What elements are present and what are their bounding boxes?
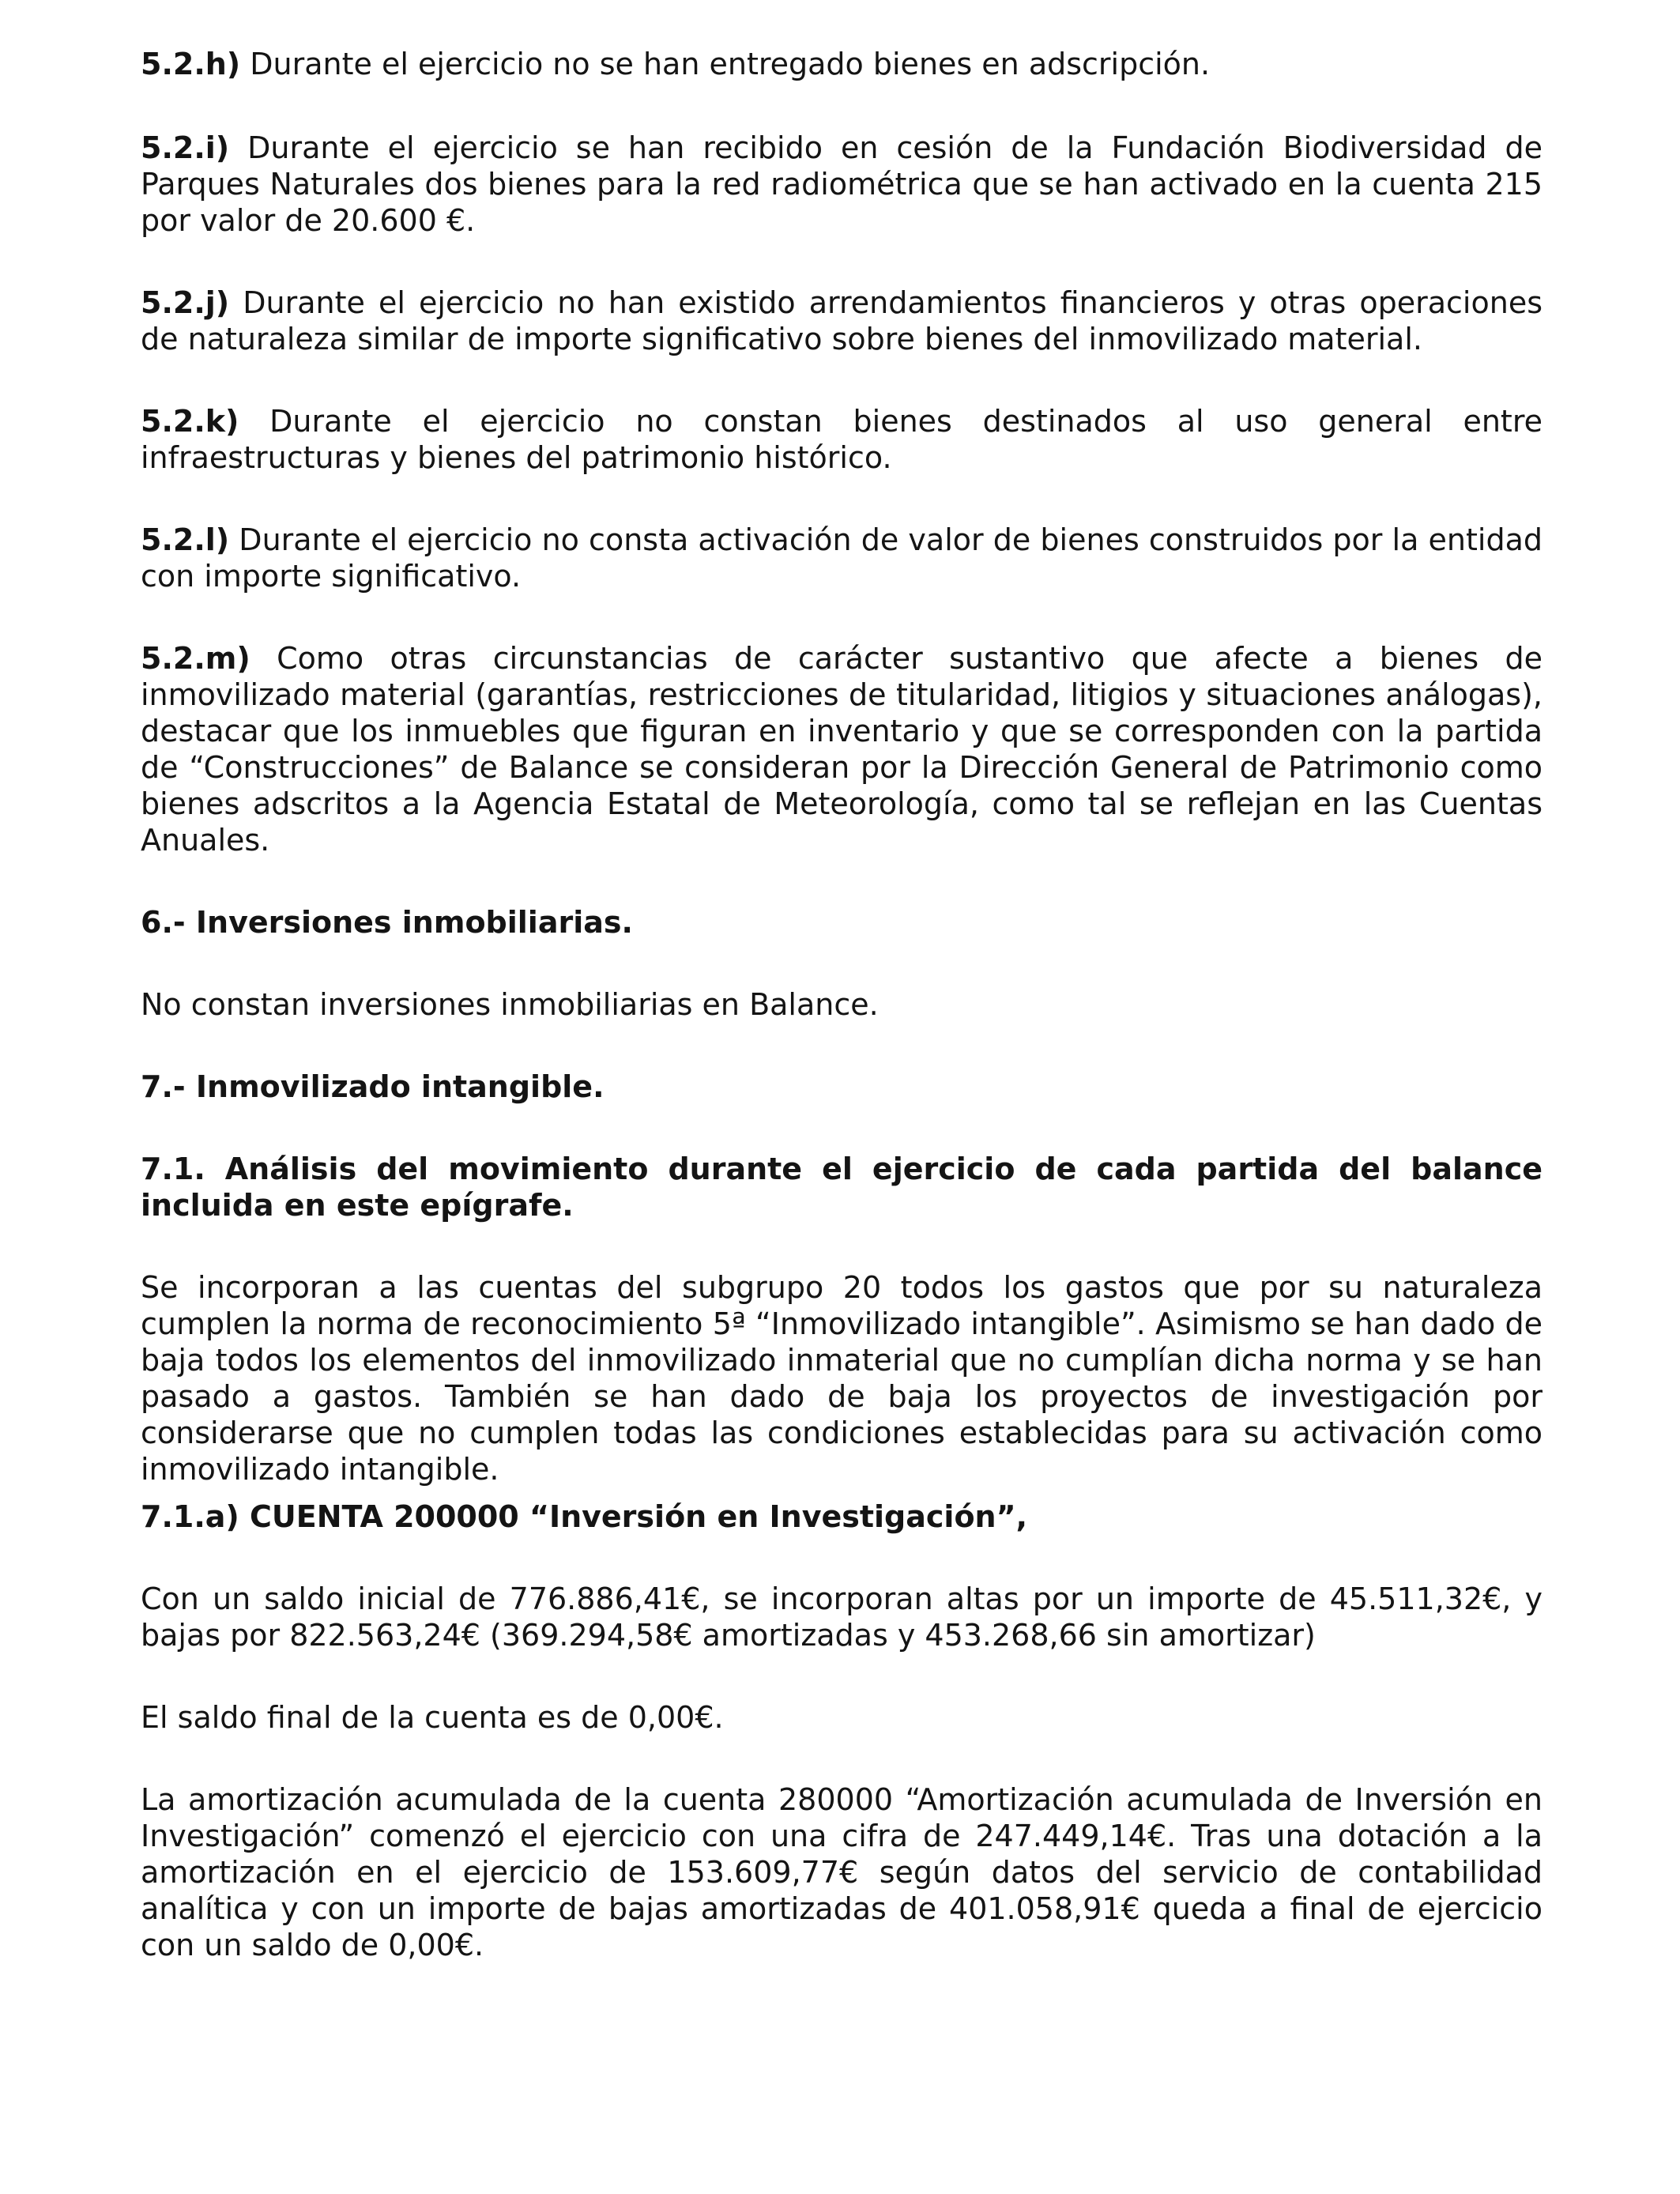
heading-inversiones-inmobiliarias: 6.- Inversiones inmobiliarias. [141,905,633,940]
paragraph-5-2-k [141,403,1543,476]
paragraph-amortizacion-acumulada: La amortización acumulada de la cuenta 280000 “Amortización acumulada de Inversión en Investigación” comenzó el ejercicio con una cifra de 247.449,14€. Tras una dotación a la amortización en el ejercicio de 153.609,77€ según datos del servicio de contabilidad analítica y con un importe de bajas amortizadas de 401.058,91€ queda a final de ejercicio con un saldo de 0,00€. [141,1782,1543,1962]
paragraph-5-2-m [141,640,1543,858]
paragraph-5-2-h [141,46,1543,82]
item-text: Durante el ejercicio se han recibido en cesión de la Fundación Biodiversidad de Parques Naturales dos bienes para la red radiométrica que se han activado en la cuenta 215 por valor de 20.600 €. [141,130,1543,238]
heading-cuenta-200000: 7.1.a) CUENTA 200000 “Inversión en Investigación”, [141,1499,1028,1534]
item-text: Durante el ejercicio no se han entregado bienes en adscripción. [240,47,1211,81]
item-label: 5.2.m) [141,641,250,676]
item-text: Como otras circunstancias de carácter sustantivo que afecte a bienes de inmovilizado material (garantías, restricciones de titularidad, litigios y situaciones análogas), destacar que los inmuebles que figuran en inventario y que se corresponden con la partida de “Construcciones” de Balance se consideran por la Dirección General de Patrimonio como bienes adscritos a la Agencia Estatal de Meteorología, como tal se reflejan en las Cuentas Anuales. [141,641,1543,858]
paragraph-saldo-final: El saldo final de la cuenta es de 0,00€. [141,1700,724,1735]
item-label: 5.2.i) [141,130,230,165]
item-text: Durante el ejercicio no consta activación de valor de bienes construidos por la entidad con importe significativo. [141,522,1543,594]
item-label: 5.2.l) [141,522,230,557]
paragraph-5-2-l [141,522,1543,594]
heading-inmovilizado-intangible: 7.- Inmovilizado intangible. [141,1069,605,1104]
heading-analisis-movimiento: 7.1. Análisis del movimiento durante el ejercicio de cada partida del balance incluida en este epígrafe. [141,1152,1543,1223]
paragraph-5-2-i [141,130,1543,239]
item-label: 5.2.k) [141,404,239,439]
paragraph-inversiones-inmobiliarias: No constan inversiones inmobiliarias en Balance. [141,987,879,1022]
item-text: Durante el ejercicio no constan bienes destinados al uso general entre infraestructuras y bienes del patrimonio histórico. [141,404,1543,475]
item-text: Durante el ejercicio no han existido arrendamientos financieros y otras operaciones de naturaleza similar de importe significativo sobre bienes del inmovilizado material. [141,285,1543,356]
item-label: 5.2.j) [141,285,230,320]
paragraph-saldo-inicial: Con un saldo inicial de 776.886,41€, se incorporan altas por un importe de 45.511,32€, y bajas por 822.563,24€ (369.294,58€ amortizadas y 453.268,66 sin amortizar) [141,1581,1543,1653]
paragraph-subgrupo-20: Se incorporan a las cuentas del subgrupo 20 todos los gastos que por su naturaleza cumplen la norma de reconocimiento 5ª “Inmovilizado intangible”. Asimismo se han dado de baja todos los elementos del inmovilizado inmaterial que no cumplían dicha norma y se han pasado a gastos. También se han dado de baja los proyectos de investigación por considerarse que no cumplen todas las condiciones establecidas para su activación como inmovilizado intangible. [141,1270,1543,1487]
item-label: 5.2.h) [141,47,241,81]
paragraph-5-2-j [141,285,1543,357]
